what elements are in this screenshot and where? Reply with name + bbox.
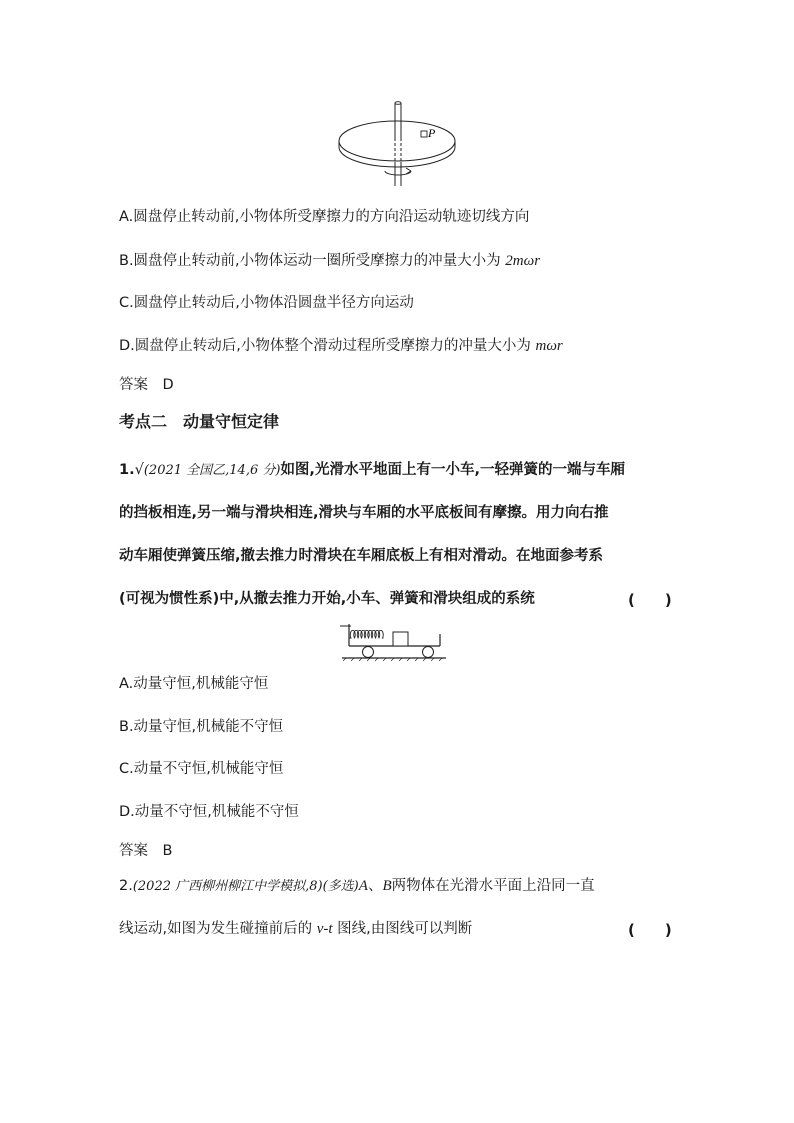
formula: 2mωr	[505, 253, 541, 269]
option-d: D.圆盘停止转动后,小物体整个滑动过程所受摩擦力的冲量大小为 mωr	[119, 338, 563, 354]
check-mark-icon: √	[134, 462, 144, 478]
question-2-line-1: 2.(2022 广西柳州柳江中学模拟,8)(多选)A、B两物体在光滑水平面上沿同一直	[119, 878, 595, 894]
cart-spring-figure	[338, 622, 448, 662]
option-b: B.圆盘停止转动前,小物体运动一圈所受摩擦力的冲量大小为 2mωr	[119, 253, 541, 269]
answer-bracket: ( )	[628, 591, 672, 609]
question-tag: (多选)	[322, 879, 359, 894]
option-c: C.圆盘停止转动后,小物体沿圆盘半径方向运动	[119, 295, 414, 311]
rotating-disk-figure	[335, 98, 465, 190]
answer-bracket: ( )	[628, 921, 672, 939]
formula: mωr	[535, 338, 563, 354]
q1-option-d: D.动量不守恒,机械能不守恒	[119, 804, 299, 820]
question-1-line-2: 的挡板相连,另一端与滑块相连,滑块与车厢的水平底板间有摩擦。用力向右推	[119, 505, 609, 521]
block-label: P	[428, 126, 436, 140]
question-source: (2021 全国乙,14,6 分)	[143, 463, 281, 478]
question-1-line-3: 动车厢使弹簧压缩,撤去推力时滑块在车厢底板上有相对滑动。在地面参考系	[119, 548, 604, 564]
spring-icon	[349, 630, 384, 638]
question-source: (2022 广西柳州柳江中学模拟,8)	[132, 879, 323, 894]
q1-option-c: C.动量不守恒,机械能守恒	[119, 761, 284, 777]
option-a: A.圆盘停止转动前,小物体所受摩擦力的方向沿运动轨迹切线方向	[119, 209, 530, 225]
small-block	[421, 131, 427, 137]
wheel-left	[363, 647, 374, 658]
question-1-line-1: 1.√(2021 全国乙,14,6 分)如图,光滑水平地面上有一小车,一轻弹簧的一端与车厢	[119, 462, 625, 478]
wheel-right	[423, 647, 434, 658]
question-1-line-4: (可视为惯性系)中,从撤去推力开始,小车、弹簧和滑块组成的系统	[119, 591, 535, 607]
q1-answer: 答案 B	[119, 843, 173, 859]
q1-option-b: B.动量守恒,机械能不守恒	[119, 719, 284, 735]
slider-block	[393, 632, 408, 646]
answer: 答案 D	[119, 377, 174, 393]
question-2-line-2: 线运动,如图为发生碰撞前后的 v-t 图线,由图线可以判断	[119, 921, 473, 937]
q1-option-a: A.动量守恒,机械能守恒	[119, 676, 269, 692]
section-heading: 考点二 动量守恒定律	[119, 412, 280, 431]
